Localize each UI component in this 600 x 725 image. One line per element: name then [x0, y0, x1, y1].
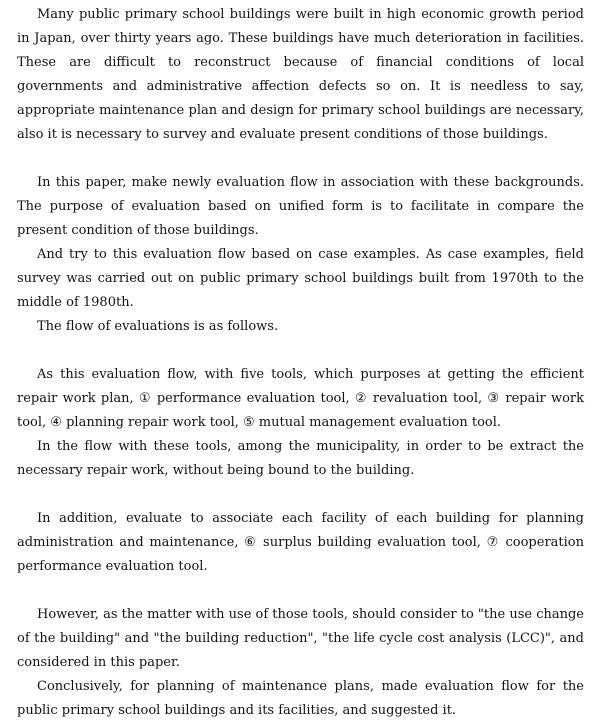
paragraph-spacer [17, 579, 584, 603]
paragraph-spacer [17, 147, 584, 171]
paragraph-spacer [17, 483, 584, 507]
paragraph-considerations: However, as the matter with use of those tools, should consider to "the use change of the building" and "the building reduction", "the life cycle cost analysis (LCC)", and considered in this paper. [17, 607, 584, 670]
paragraph-conclusion: Conclusively, for planning of maintenance plans, made evaluation flow for the public primary school buildings and its facilities, and suggested it. [17, 679, 584, 718]
paragraph-five-tools: As this evaluation flow, with five tools, which purposes at getting the efficient repair work plan, ① performance evaluation tool, ② revaluation tool, ③ repair work tool, ④ planning repair work tool, ⑤ mutual management evaluation tool. [17, 367, 584, 430]
paragraph-purpose: In this paper, make newly evaluation flow in association with these backgrounds. The purpose of evaluation based on unified form is to facilitate in compare the present condition of those buildings. [17, 175, 584, 238]
paragraph-additional-tools: In addition, evaluate to associate each facility of each building for planning administration and maintenance, ⑥ surplus building evaluation tool, ⑦ cooperation performance evaluation tool. [17, 511, 584, 574]
paragraph-flow-intro: The flow of evaluations is as follows. [37, 319, 279, 334]
paragraph-repair-work: In the flow with these tools, among the municipality, in order to be extract the necessary repair work, without being bound to the building. [17, 439, 584, 478]
paragraph-background: Many public primary school buildings were built in high economic growth period in Japan, over thirty years ago. These buildings have much deterioration in facilities. These are difficult to reconstruct because of financial conditions of local governments and administrative affection defects so on. It is needless to say, appropriate maintenance plan and design for primary school buildings are necessary, also it is necessary to survey and evaluate present conditions of those buildings. [17, 7, 584, 142]
paragraph-case-examples: And try to this evaluation flow based on case examples. As case examples, field survey was carried out on public primary school buildings built from 1970th to the middle of 1980th. [17, 247, 584, 310]
paragraph-spacer [17, 339, 584, 363]
